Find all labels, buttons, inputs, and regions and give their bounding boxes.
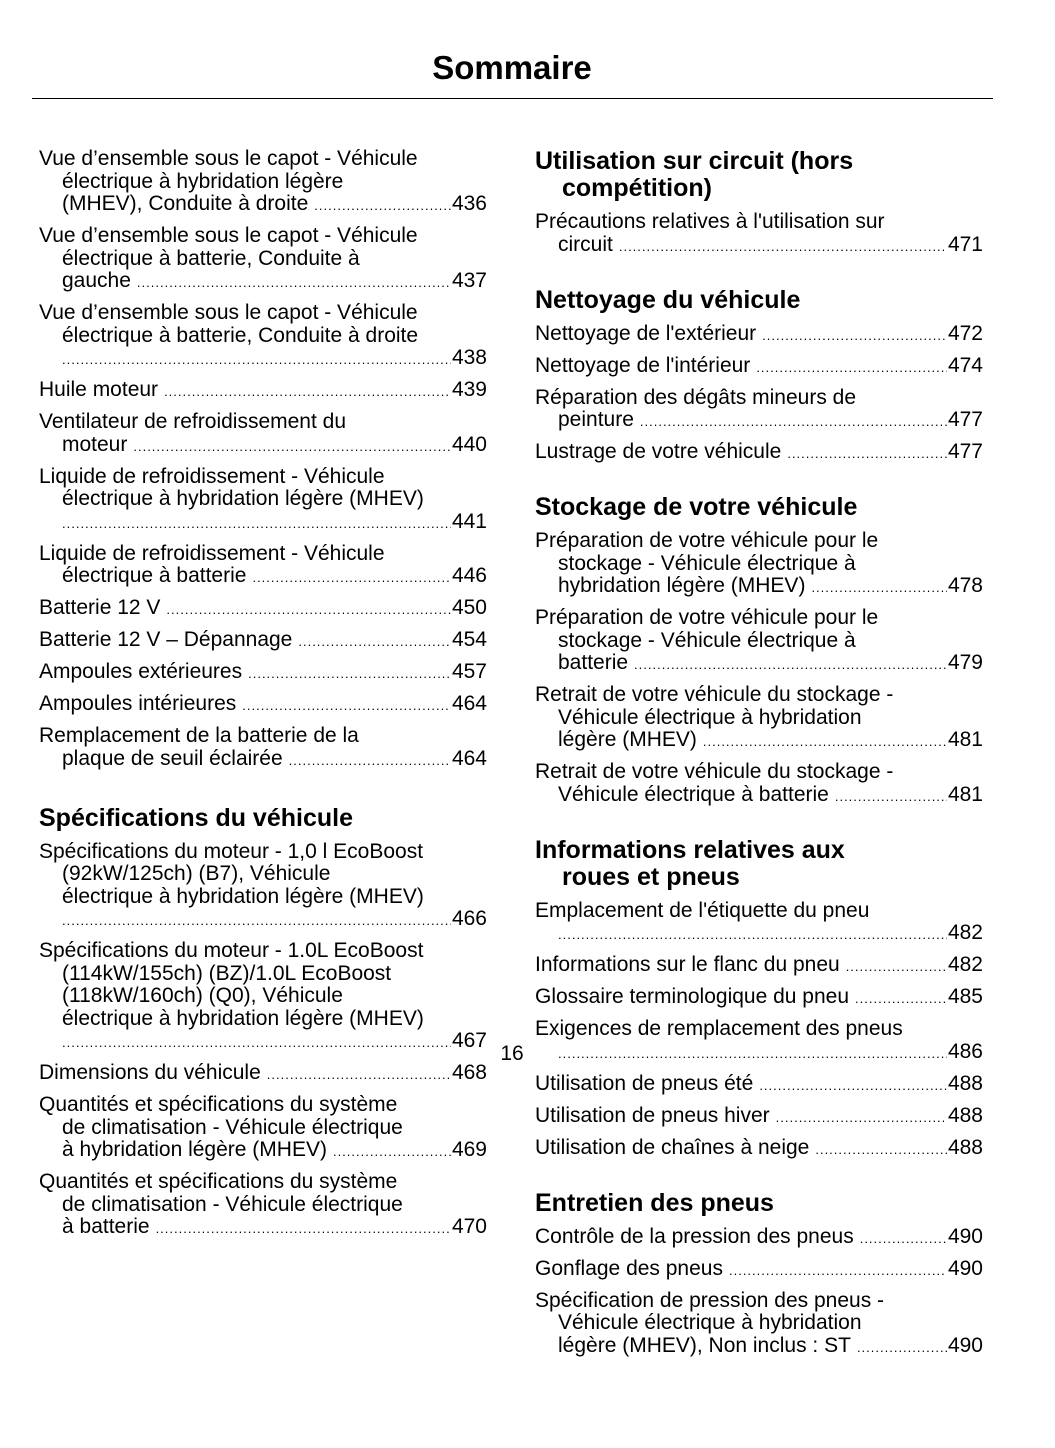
entry-text: Gonflage des pneus bbox=[535, 1256, 723, 1280]
entry-text: légère (MHEV) bbox=[558, 728, 697, 751]
page-ref[interactable]: 477 bbox=[947, 408, 983, 431]
entry-leader-line bbox=[535, 729, 983, 754]
entry-text: moteur bbox=[62, 432, 128, 456]
toc-entry[interactable] bbox=[535, 954, 983, 979]
page-ref[interactable]: 464 bbox=[451, 692, 487, 715]
toc-entry[interactable] bbox=[39, 379, 487, 404]
entry-text-line: Réparation des dégâts mineurs de bbox=[535, 385, 857, 409]
entry-leader-line bbox=[535, 575, 983, 600]
toc-entry[interactable] bbox=[535, 900, 983, 947]
entry-leader-line bbox=[535, 1105, 983, 1130]
entry-text: plaque de seuil éclairée bbox=[62, 746, 283, 770]
dot-leader bbox=[857, 1335, 947, 1360]
entry-leader-line bbox=[535, 409, 983, 434]
page-number: 16 bbox=[500, 1042, 524, 1065]
entry-text-line: stockage - Véhicule électrique à bbox=[558, 551, 856, 575]
page-ref[interactable]: 488 bbox=[947, 1103, 983, 1127]
toc-entry[interactable] bbox=[39, 411, 487, 458]
toc-entry[interactable] bbox=[39, 148, 487, 218]
entry-text-line: Spécifications du moteur - 1.0L EcoBoost bbox=[39, 939, 424, 962]
entry-leader-line bbox=[535, 986, 983, 1011]
toc-entry[interactable] bbox=[39, 466, 487, 536]
entry-text: Véhicule électrique à batterie bbox=[558, 782, 829, 806]
toc-entry[interactable] bbox=[535, 211, 983, 258]
page-ref[interactable]: 450 bbox=[451, 596, 487, 619]
toc-entry[interactable] bbox=[535, 441, 983, 466]
dot-leader bbox=[619, 234, 947, 259]
dot-leader bbox=[333, 1139, 451, 1164]
toc-entry[interactable] bbox=[535, 986, 983, 1011]
entry-text-line: Retrait de votre véhicule du stockage - bbox=[535, 683, 894, 706]
entry-text: Utilisation de pneus hiver bbox=[535, 1103, 770, 1127]
toc-entry[interactable] bbox=[535, 1226, 983, 1251]
page-ref[interactable]: 481 bbox=[947, 782, 983, 806]
dot-leader bbox=[558, 922, 947, 947]
page-ref[interactable]: 490 bbox=[947, 1256, 983, 1280]
entry-text-line: Véhicule électrique à hybridation bbox=[558, 705, 862, 729]
entry-leader-line bbox=[39, 270, 487, 295]
entry-text-line: Ventilateur de refroidissement du bbox=[39, 410, 347, 433]
entry-text: Utilisation de pneus été bbox=[535, 1071, 754, 1095]
entry-text-line: (118kW/160ch) (Q0), Véhicule bbox=[62, 984, 343, 1007]
entry-text: circuit bbox=[558, 232, 613, 256]
entry-text-line: électrique à batterie, Conduite à droite bbox=[62, 323, 419, 347]
page-ref[interactable]: 479 bbox=[947, 651, 983, 674]
page-ref[interactable]: 469 bbox=[451, 1138, 487, 1161]
dot-leader bbox=[634, 652, 947, 677]
entry-text-line: électrique à hybridation légère (MHEV) bbox=[62, 884, 424, 908]
section-heading-specifications bbox=[39, 805, 487, 832]
dot-leader bbox=[298, 629, 451, 654]
page-ref[interactable]: 437 bbox=[451, 269, 487, 292]
entry-leader-line bbox=[535, 954, 983, 979]
page-ref[interactable]: 482 bbox=[947, 953, 983, 976]
section-heading-tire-care bbox=[535, 1190, 983, 1217]
entry-text-line: Emplacement de l'étiquette du pneu bbox=[535, 898, 870, 922]
toc-entry[interactable] bbox=[535, 530, 983, 600]
toc-entry[interactable] bbox=[39, 629, 487, 654]
heading-text: Nettoyage du véhicule bbox=[535, 285, 801, 314]
entry-text: à batterie bbox=[62, 1215, 150, 1238]
toc-entry[interactable] bbox=[535, 355, 983, 380]
entry-leader-line bbox=[39, 434, 487, 459]
dot-leader bbox=[314, 193, 451, 218]
entry-leader-line bbox=[535, 1258, 983, 1283]
dot-leader bbox=[133, 434, 451, 459]
section-heading-wheels-tires bbox=[535, 837, 983, 891]
entry-leader-line bbox=[39, 661, 487, 686]
page-ref[interactable]: 439 bbox=[451, 378, 487, 401]
entry-leader-line bbox=[39, 748, 487, 773]
dot-leader bbox=[166, 597, 451, 622]
toc-entry[interactable] bbox=[39, 661, 487, 686]
page-ref[interactable]: 464 bbox=[451, 746, 487, 770]
title-divider bbox=[32, 98, 993, 99]
toc-entry[interactable] bbox=[535, 607, 983, 677]
dot-leader bbox=[729, 1258, 947, 1283]
page-ref[interactable]: 472 bbox=[947, 321, 983, 345]
dot-leader bbox=[137, 270, 451, 295]
entry-text-line: Vue d’ensemble sous le capot - Véhicule bbox=[39, 224, 418, 247]
dot-leader bbox=[787, 441, 947, 466]
section-heading-storage bbox=[535, 494, 983, 521]
entry-leader-line bbox=[535, 784, 983, 809]
heading-text: compétition) bbox=[562, 174, 712, 202]
entry-text: Ampoules extérieures bbox=[39, 660, 243, 683]
entry-text: électrique à batterie bbox=[62, 564, 247, 587]
dot-leader bbox=[62, 511, 451, 536]
entry-leader-line bbox=[535, 441, 983, 466]
entry-text-line: Retrait de votre véhicule du stockage - bbox=[535, 760, 894, 783]
page-ref[interactable]: 471 bbox=[947, 232, 983, 256]
page-ref[interactable]: 490 bbox=[947, 1224, 983, 1248]
toc-entry[interactable] bbox=[39, 841, 487, 933]
entry-text-line: Préparation de votre véhicule pour le bbox=[535, 529, 879, 552]
entry-leader-line bbox=[535, 323, 983, 348]
page-title: Sommaire bbox=[432, 49, 592, 86]
page-ref[interactable]: 488 bbox=[947, 1135, 983, 1159]
toc-entry[interactable] bbox=[39, 543, 487, 590]
entry-text-line: électrique à batterie, Conduite à bbox=[62, 246, 360, 270]
entry-text: hybridation légère (MHEV) bbox=[558, 574, 806, 597]
entry-leader-line bbox=[535, 1073, 983, 1098]
page-ref[interactable]: 438 bbox=[451, 346, 487, 369]
toc-entry[interactable] bbox=[535, 1073, 983, 1098]
toc-column-left bbox=[39, 148, 487, 1248]
toc-entry[interactable] bbox=[39, 1094, 487, 1164]
entry-text-line: électrique à hybridation légère bbox=[62, 169, 344, 193]
page-ref[interactable]: 457 bbox=[451, 660, 487, 683]
page-ref[interactable]: 467 bbox=[451, 1029, 487, 1052]
toc-entry[interactable] bbox=[535, 387, 983, 434]
entry-leader-line bbox=[39, 565, 487, 590]
page-ref[interactable]: 490 bbox=[947, 1333, 983, 1357]
entry-leader-line bbox=[535, 234, 983, 259]
dot-leader bbox=[703, 729, 947, 754]
entry-text: Nettoyage de l'extérieur bbox=[535, 321, 757, 345]
entry-leader-line bbox=[39, 908, 487, 933]
entry-text: légère (MHEV), Non inclus : ST bbox=[558, 1333, 851, 1357]
entry-text-line: Liquide de refroidissement - Véhicule bbox=[39, 541, 385, 565]
dot-leader bbox=[164, 379, 451, 404]
page-ref[interactable]: 478 bbox=[947, 574, 983, 597]
page-ref[interactable]: 488 bbox=[947, 1071, 983, 1095]
entry-leader-line bbox=[39, 379, 487, 404]
entry-text: à hybridation légère (MHEV) bbox=[62, 1138, 327, 1161]
page-ref[interactable]: 440 bbox=[451, 432, 487, 456]
entry-text: peinture bbox=[558, 408, 634, 431]
entry-text-line: Spécification de pression des pneus - bbox=[535, 1288, 885, 1312]
entry-leader-line bbox=[39, 347, 487, 372]
toc-entry[interactable] bbox=[535, 1105, 983, 1130]
entry-text-line: de climatisation - Véhicule électrique bbox=[62, 1192, 403, 1216]
entry-leader-line bbox=[39, 693, 487, 718]
entry-leader-line bbox=[535, 1137, 983, 1162]
entry-text: Ampoules intérieures bbox=[39, 692, 237, 715]
entry-text-line: Liquide de refroidissement - Véhicule bbox=[39, 464, 385, 488]
toc-column-right bbox=[535, 148, 983, 1367]
toc-entry[interactable] bbox=[535, 684, 983, 754]
dot-leader bbox=[860, 1226, 947, 1251]
toc-entry[interactable] bbox=[535, 1258, 983, 1283]
entry-text: (MHEV), Conduite à droite bbox=[62, 192, 309, 215]
entry-text-line: électrique à hybridation légère (MHEV) bbox=[62, 487, 424, 510]
entry-text: Batterie 12 V bbox=[39, 596, 161, 619]
entry-text: gauche bbox=[62, 269, 131, 292]
entry-text-line: Précautions relatives à l'utilisation sur bbox=[535, 210, 885, 233]
toc-entry[interactable] bbox=[535, 1137, 983, 1162]
page-ref[interactable]: 441 bbox=[451, 509, 487, 533]
toc-entry[interactable] bbox=[535, 761, 983, 808]
dot-leader bbox=[756, 355, 947, 380]
entry-text-line: Véhicule électrique à hybridation bbox=[558, 1311, 862, 1334]
dot-leader bbox=[62, 347, 451, 372]
entry-text: Batterie 12 V – Dépannage bbox=[39, 628, 293, 651]
dot-leader bbox=[811, 575, 947, 600]
toc-entry[interactable] bbox=[39, 597, 487, 622]
heading-text: Entretien des pneus bbox=[535, 1188, 774, 1217]
entry-text-line: Spécifications du moteur - 1,0 l EcoBoost bbox=[39, 839, 424, 863]
entry-text: Dimensions du véhicule bbox=[39, 1061, 261, 1084]
page-ref[interactable]: 446 bbox=[451, 564, 487, 587]
toc-entry[interactable] bbox=[39, 225, 487, 295]
entry-text-line: de climatisation - Véhicule électrique bbox=[62, 1115, 403, 1139]
entry-text-line: Préparation de votre véhicule pour le bbox=[535, 606, 879, 629]
entry-text-line: Exigences de remplacement des pneus bbox=[535, 1017, 903, 1040]
entry-text: Contrôle de la pression des pneus bbox=[535, 1224, 854, 1248]
entry-text: Huile moteur bbox=[39, 378, 159, 401]
dot-leader bbox=[762, 323, 947, 348]
entry-text-line: Quantités et spécifications du système bbox=[39, 1093, 398, 1116]
section-heading-circuit bbox=[535, 148, 983, 202]
entry-leader-line bbox=[535, 652, 983, 677]
entry-leader-line bbox=[535, 922, 983, 947]
entry-text: Lustrage de votre véhicule bbox=[535, 440, 782, 463]
dot-leader bbox=[248, 661, 451, 686]
page-ref[interactable]: 470 bbox=[451, 1215, 487, 1238]
entry-leader-line bbox=[39, 511, 487, 536]
page-ref[interactable]: 454 bbox=[451, 628, 487, 651]
toc-entry[interactable] bbox=[39, 725, 487, 772]
heading-text: Spécifications du véhicule bbox=[39, 803, 353, 832]
page-ref[interactable]: 474 bbox=[947, 353, 983, 377]
entry-text: Glossaire terminologique du pneu bbox=[535, 985, 850, 1008]
dot-leader bbox=[156, 1216, 451, 1241]
entry-leader-line bbox=[535, 355, 983, 380]
entry-leader-line bbox=[535, 1226, 983, 1251]
page-ref[interactable]: 468 bbox=[451, 1061, 487, 1084]
entry-text-line: Quantités et spécifications du système bbox=[39, 1170, 398, 1193]
page-ref[interactable]: 436 bbox=[451, 192, 487, 215]
page-ref[interactable]: 481 bbox=[947, 728, 983, 751]
entry-text-line: Remplacement de la batterie de la bbox=[39, 724, 359, 747]
toc-entry[interactable] bbox=[39, 302, 487, 372]
heading-text: roues et pneus bbox=[562, 862, 740, 891]
entry-leader-line bbox=[39, 597, 487, 622]
dot-leader bbox=[640, 409, 947, 434]
dot-leader bbox=[289, 748, 451, 773]
entry-text-line: (114kW/155ch) (BZ)/1.0L EcoBoost bbox=[62, 961, 392, 985]
entry-leader-line bbox=[39, 1139, 487, 1164]
toc-entry[interactable] bbox=[535, 1290, 983, 1360]
entry-leader-line bbox=[535, 1335, 983, 1360]
entry-text-line: électrique à hybridation légère (MHEV) bbox=[62, 1006, 424, 1030]
toc-entry[interactable] bbox=[39, 940, 487, 1055]
entry-leader-line bbox=[39, 629, 487, 654]
section-heading-cleaning bbox=[535, 287, 983, 314]
dot-leader bbox=[855, 986, 947, 1011]
dot-leader bbox=[835, 784, 947, 809]
heading-text: Stockage de votre véhicule bbox=[535, 493, 858, 521]
dot-leader bbox=[252, 565, 451, 590]
page-ref[interactable]: 485 bbox=[947, 985, 983, 1008]
dot-leader bbox=[846, 954, 947, 979]
entry-text: Nettoyage de l'intérieur bbox=[535, 353, 751, 377]
entry-text-line: Vue d’ensemble sous le capot - Véhicule bbox=[39, 147, 418, 170]
entry-text-line: stockage - Véhicule électrique à bbox=[558, 628, 856, 652]
entry-text-line: Vue d’ensemble sous le capot - Véhicule bbox=[39, 301, 418, 324]
page-ref[interactable]: 477 bbox=[947, 440, 983, 463]
page-ref[interactable]: 482 bbox=[947, 921, 983, 944]
page-ref[interactable]: 466 bbox=[451, 907, 487, 930]
entry-text: Utilisation de chaînes à neige bbox=[535, 1135, 810, 1159]
page-ref[interactable]: 486 bbox=[947, 1039, 983, 1063]
toc-entry[interactable] bbox=[39, 693, 487, 718]
heading-text: Informations relatives aux bbox=[535, 835, 845, 864]
entry-text-line: (92kW/125ch) (B7), Véhicule bbox=[62, 862, 331, 885]
entry-leader-line bbox=[39, 193, 487, 218]
entry-leader-line bbox=[39, 1216, 487, 1241]
entry-text: batterie bbox=[558, 651, 629, 674]
dot-leader bbox=[776, 1105, 947, 1130]
entry-text: Informations sur le flanc du pneu bbox=[535, 953, 840, 976]
dot-leader bbox=[759, 1073, 947, 1098]
toc-entry[interactable] bbox=[39, 1171, 487, 1241]
dot-leader bbox=[242, 693, 451, 718]
dot-leader bbox=[62, 908, 451, 933]
toc-entry[interactable] bbox=[535, 323, 983, 348]
dot-leader bbox=[815, 1137, 947, 1162]
heading-text: Utilisation sur circuit (hors bbox=[535, 147, 854, 175]
